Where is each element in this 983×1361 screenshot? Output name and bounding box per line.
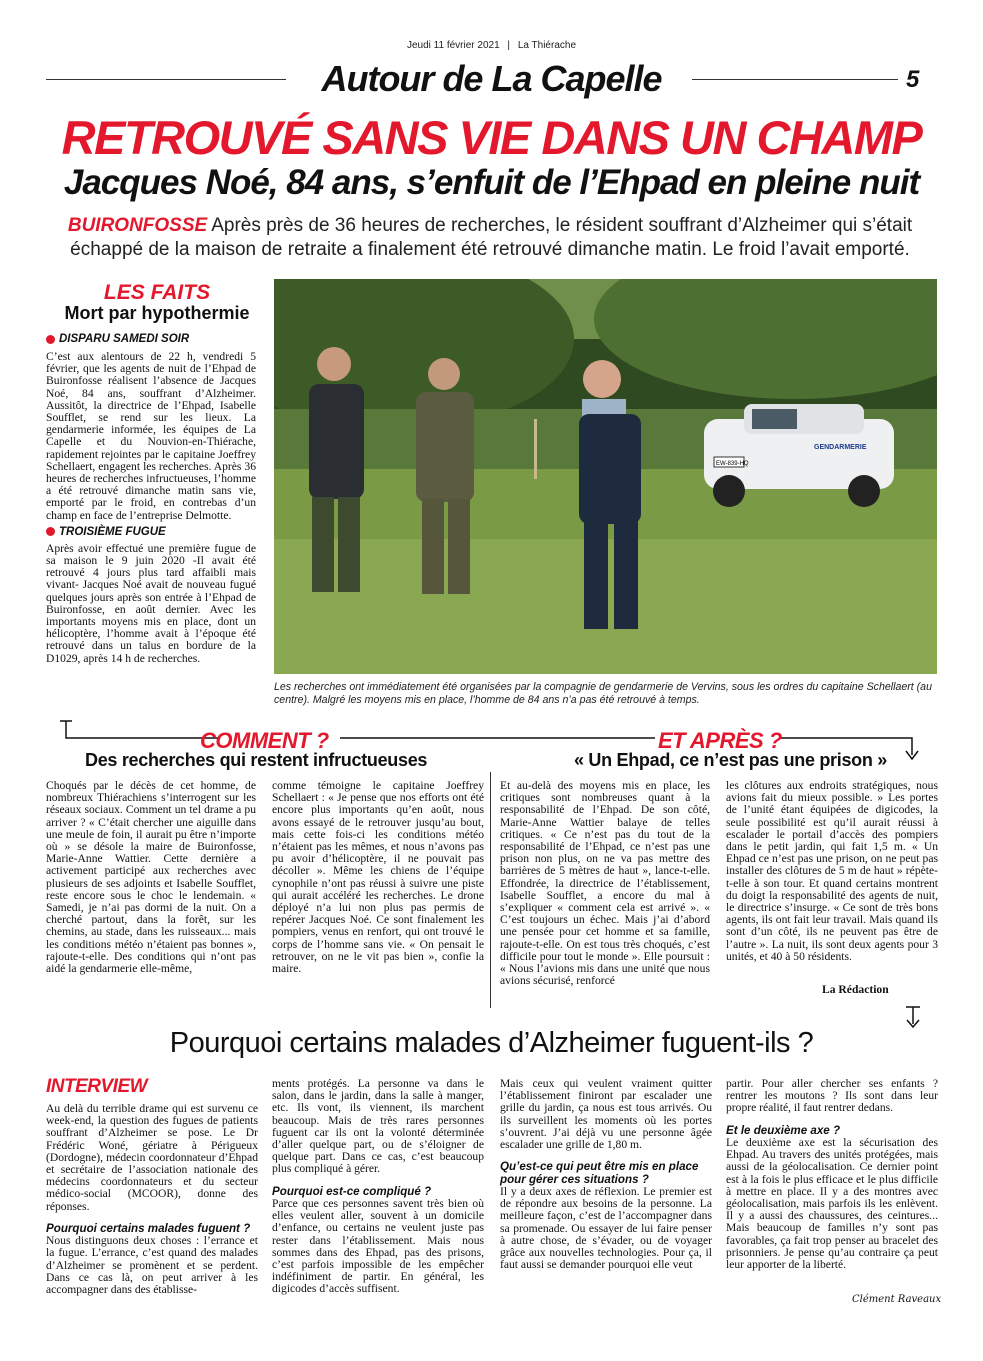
interview-title: Pourquoi certains malades d’Alzheimer fuguent-ils ?: [169, 1027, 814, 1059]
interview-answer-1: Nous distinguons deux choses : l’errance et la fugue. L’errance, c’est quand des malades d’Alzheimer se promènent et se perdent. Dans ce cas là, on peut arriver à les accompagner dans des établisse-: [46, 1234, 258, 1297]
interview-answer-4: Le deuxième axe est la sécurisation des Ehpad. Au travers des unités protégées, mais aussi de la géolocalisation. Ce dernier point est à la fois le plus efficace et le plus difficile à mettre en place. Il y a des montres avec géolocalisation, mais parfois ils les enlèvent. Il y a aussi des chaussures, des ceintures... Mais beaucoup de familles n’y sont pas favorables, ça fait trop penser au bracelet des prisonniers. Je pense qu’au contraire ça peut leur apporter de la liberté.: [726, 1136, 938, 1272]
publication-name: La Thiérache: [517, 40, 577, 51]
faits-subtitle: Mort par hypothermie: [64, 303, 250, 323]
faits-bullet-2: [46, 526, 256, 538]
comment-subtitle: Des recherches qui restent infructueuses: [85, 750, 428, 770]
comment-title: COMMENT ?: [200, 728, 329, 753]
vehicle-plate: EW-839-HQ: [716, 461, 749, 467]
interview-intro: Au delà du terrible drame qui est survenu ce week-end, la question des fugues de patients souffrant d’Alzheimer se pose. Le Dr Frédéric Woné, gériatre à Périgueux (Dordogne), médecin coordonnateur d’Ehpad et secrétaire de l’association nationale des médecins coordonnateurs et du secteur médico-social (MCOOR), donne des réponses.: [46, 1102, 258, 1213]
issue-date: Jeudi 11 février 2021: [406, 40, 500, 51]
lead-text: Après près de 36 heures de recherches, le résident souffrant d’Alzheimer qui s’était échappé de la maison de retraite a finalement été retrouvé dimanche matin. Le froid l’avait emporté.: [70, 215, 913, 260]
subheadline: Jacques Noé, 84 ans, s’enfuit de l’Ehpad en pleine nuit: [63, 163, 920, 202]
interview-column-2: [272, 1078, 484, 1296]
interview-author: Clément Raveaux: [852, 1294, 942, 1305]
apres-title: ET APRÈS ?: [658, 728, 782, 753]
interview-column-4: [726, 1078, 938, 1271]
interview-label: INTERVIEW: [46, 1076, 148, 1097]
dateline-separator: |: [507, 40, 511, 51]
interview-column-3: [500, 1078, 712, 1271]
interview-answer-2: Parce que ces personnes savent très bien où elles veulent aller, souvent à un domicile d’enfance, ou certains ne veulent juste pas rester dans l’établissement. Mais nous sommes dans des Ehpad, pas des prisons, c’est parfois impossible de les empêcher indéfiniment de partir. En général, les digicodes d’accès suffisent.: [272, 1197, 484, 1296]
photo-caption: Les recherches ont immédiatement été organisées par la compagnie de gendarmerie de Vervins, sous les ordres du capitaine Schellaert (au centre). Malgré les moyens mis en place, l’homme de 84 ans n’a pas été retrouvé à temps.: [274, 681, 932, 706]
interview-answer-1-cont: ments protégés. La personne va dans le salon, dans le jardin, dans la salle à manger, etc. Ils vont, ils viennent, ils marchent beaucoup. Mais de très rares personnes fuguent car ils ont la volonté déterminée d’aller quelque part, ou de s’éloigner de quelque part. Dans ce cas, c’est beaucoup plus compliqué à gérer.: [272, 1077, 484, 1176]
interview-answer-3-cont: partir. Pour aller chercher ses enfants ? rentrer les moutons ? Ils sont dans leur propre réalité, il faut rentrer dedans.: [726, 1077, 938, 1115]
page-number: 5: [906, 66, 920, 93]
dateline: [0, 40, 983, 51]
lead-paragraph: [40, 214, 940, 262]
interview-answer-2-cont: Mais ceux qui veulent vraiment quitter l’établissement finiront par escalader une grille du jardin, ça nous est tous arrivés. Ou ils surveillent les moments où les portes s’ouvrent. J’ai déjà vu une personne âgée escalader une grille de 1,80 m.: [500, 1077, 712, 1152]
faits-title: LES FAITS: [103, 281, 211, 304]
lead-place: BUIRONFOSSE: [67, 215, 208, 236]
interview-question-4: Et le deuxième axe ?: [726, 1123, 841, 1137]
bullet-dot-icon: [46, 527, 55, 536]
faits-bullet-1: [46, 333, 256, 345]
column-divider: [490, 772, 491, 1008]
faits-column: [46, 333, 256, 665]
vehicle-label: GENDARMERIE: [814, 444, 867, 451]
comment-column-1: Choqués par le décès de cet homme, de nombreux Thiérachiens s’interrogent sur les réseaux sociaux. Comment un tel drame a pu arriver ? « C’était chercher une aiguille dans une meule de foin, il aurait pu être n’importe où » se désole la maire de Buironfosse, Marie-Anne Wattier. Cette dernière a activement participé aux recherches avec plusieurs de ses adjoints et Isabelle Soufflet, reste encore sous le choc le lendemain. « Samedi, je n’ai pas dormi de la nuit. On a cherché partout, dans la forêt, sur les chemins, au stade, dans les ruisseaux... mais les conditions météo n’étaient pas bonnes », rajoute-t-elle. Des conditions qui n’ont pas aidé la gendarmerie elle-même,: [46, 779, 256, 976]
faits-paragraph-2: Après avoir effectué une première fugue de sa maison le 9 juin 2020 -Il avait été retrouvé 4 jours plus tard affaibli mais vivant- Jacques Noé avait de nouveau fugué quelques jours après son entrée à l’Ehpad de Buironfosse, en août dernier. Avec les importants moyens mis en place, dont un hélicoptère, l’homme avait à l’époque été retrouvé dans un talus en bordure de la D1029, après 14 h de recherches.: [46, 541, 256, 665]
interview-question-3: Qu’est-ce qui peut être mis en place pour gérer ces situations ?: [500, 1160, 699, 1186]
headline: RETROUVÉ SANS VIE DANS UN CHAMP: [61, 111, 922, 164]
interview-answer-3: Il y a deux axes de réflexion. Le premier est de répondre aux besoins de la personne. La meilleure façon, c’est de l’accompagner dans sa promenade. Ou essayer de lui faire penser à autre chose, de s’évader, ou de voyager grâce aux nouvelles technologies. Pour ça, il faut aussi se demander pourquoi elle veut: [500, 1185, 712, 1272]
faits-paragraph-1: C’est aux alentours de 22 h, vendredi 5 février, que les agents de nuit de l’Ehpad de Buironfosse réalisent l’absence de Jacques Noé, 84 ans, souffrant d’Alzheimer. Aussitôt, la directrice de l’Ehpad, Isabelle Soufflet, se rend sur les lieux. La gendarmerie informée, les équipes de La Capelle et du Nouvion-en-Thiérache, rapidement rejointes par le capitaine Joeffrey Schellaert, engagent les recherches. Après 36 heures de recherches infructueuses, l’homme a été retrouvé dimanche matin sans vie, emporté par le froid, en contrebas d’un champ en face de l’entreprise Delmotte.: [46, 350, 256, 522]
bullet-dot-icon: [46, 335, 55, 344]
interview-question-2: Pourquoi est-ce compliqué ?: [272, 1184, 432, 1198]
comment-column-2: comme témoigne le capitaine Joeffrey Schellaert : « Je pense que nos efforts ont été encore plus importants qu’en août, nous avons essayé de le retrouver jusqu’au bout, mais cette fois-ci les conditions météo n’étaient pas les mêmes, et nous n’avons pas pu avoir d’hélicoptère, il ne pouvait pas décoller ». Même les chiens de l’équipe cynophile n’ont pas réussi à suivre une piste qui aurait accéléré les recherches. Le drone déployé n’a lui non plus pas permis de repérer Jacques Noé. Ce sont finalement les pompiers, venus en renfort, qui ont trouvé le corps de l’homme sans vie. « On pensait le retrouver, on ne le vit pas bien », confie la maire.: [272, 779, 484, 976]
apres-subtitle: « Un Ehpad, ce n’est pas une prison »: [574, 750, 887, 770]
photo-illustration: [274, 279, 937, 674]
bullet-label: DISPARU SAMEDI SOIR: [59, 333, 190, 345]
interview-column-1: [46, 1103, 258, 1296]
apres-column-1: Et au-delà des moyens mis en place, les critiques sont nombreuses quant à la responsabilité de l’Ehpad. De son côté, Marie-Anne Wattier balaye de telles critiques. « Ce n’est pas du tout de la responsabilité de l’Ehpad, ce n’est pas une prison non plus, on ne va pas mettre des barrières de 5 mètres de haut », lance-t-elle. Effondrée, la directrice de l’établissement, Isabelle Soufflet, a encore du mal à s’expliquer « comment cela est arrivé ». « C’est toujours un échec. Mais j’ai d’abord une pensée pour cet homme et sa famille, rajoute-t-elle. On est tous très choqués, c’est difficile pour tout le monde ». Elle poursuit : « Nous l’avions mis dans une unité que nous avions sécurisé, renforcé: [500, 779, 710, 988]
apres-signature: La Rédaction: [822, 983, 889, 996]
interview-question-1: Pourquoi certains malades fuguent ?: [46, 1221, 251, 1235]
section-title: Autour de La Capelle: [321, 58, 662, 99]
bullet-label: TROISIÈME FUGUE: [59, 525, 166, 538]
main-photo: [274, 279, 937, 674]
apres-column-2: les clôtures aux endroits stratégiques, nous avions fait du mieux possible. » Les portes de l’unité étant équipées de digicodes, la seule possibilité est qu’il aurait réussi à escalader le portail d’accès des pompiers dans le petit jardin, qui fait 1,5 m. « Un Ehpad ce n’est pas une prison, on ne peut pas installer des clôtures de 5 m de haut » répète-t-elle à son tour. Et quand certains montrent du doigt la responsabilité des agents de nuit, le directrice s’insurge. « Ce sont de très bons agents, ils ont fait leur travail. Mais quand ils sont d’un côté, ils ne peuvent pas être de l’autre ». La nuit, ils sont deux agents pour 3 unités, et 40 à 50 résidents.: [726, 779, 938, 963]
